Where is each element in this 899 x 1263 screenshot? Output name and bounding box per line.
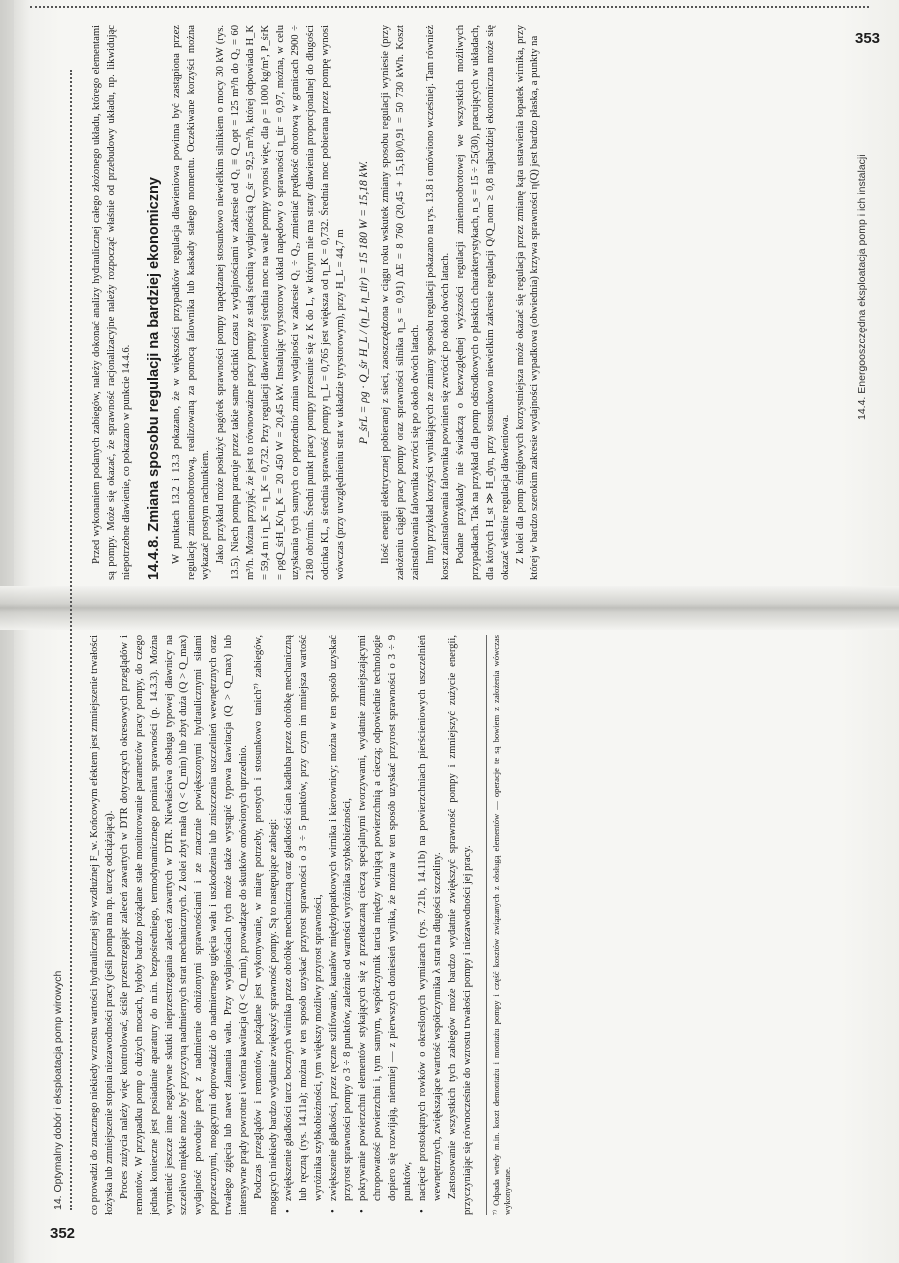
right-paragraph-3: Ilość energii elektrycznej pobieranej z sieci, zaoszczędzona w ciągu roku wskutek zmiany sposobu regulacji wyniesie (przy założeniu ciągłej pracy pompy oraz sprawności silnika η_s = 0,91) ΔE = 8 760 (20,45 + 15,18)/0,91 = 50 730 kWh. Koszt zainstalowania falownika zwróci się po około dwóch latach. [380, 25, 422, 580]
left-bullet-2: • zwiększenie gładkości, przez ręczne szlifowanie, kanałów międzyłopatkowych wirnika i kierownicy; można w ten sposób uzyskać przyrost sprawności pompy o 3 ÷ 8 punktów, zależnie od wartości wyróżnika szybkobieżności, [327, 635, 357, 1215]
section-heading: 14.4.8. Zmiana sposobu regulacji na bardziej ekonomiczny [145, 177, 162, 580]
right-paragraph-4: Inny przykład korzyści wynikających ze zmiany sposobu regulacji pokazano na rys. 13.8 i omówiono wcześniej. Tam również koszt zainstalowania falownika powinien się zwrócić po około dwóch latach. [425, 25, 452, 580]
top-dotted-rule [30, 6, 869, 8]
left-bullet-3: • pokrywanie powierzchni elementów stykających się z przetłaczaną cieczą specjalnymi tworzywami, wydatnie zmniejszającymi chropowatość powierzchni i, tym samym, współczynnik tarcia między wirującą powierzchnią a cieczą; odpowiednie technologie dopiero się rozwijają, niemniej — z pierwszych doniesień wynika, że można w ten sposób uzyskać przyrost sprawności o 3 ÷ 9 punktów, [356, 635, 416, 1215]
left-running-head: 14. Optymalny dobór i eksploatacja pomp wirowych [52, 970, 64, 1210]
right-page-number: 353 [855, 30, 881, 47]
left-bullet-list [282, 635, 446, 1215]
power-formula: P_śrL = ρg · Q_śr H_L / (η_L η_tir) = 15 180 W = 15,18 kW. [357, 160, 370, 445]
left-bullet-4: • nacięcie prostokątnych rowków o określonych wymiarach (rys. 7.21b, 14.11b) na powierzchniach pierścieniowych uszczelnień wewnętrznych, zwiększające wartość współczynnika λ strat na długości szczeliny. [416, 635, 446, 1215]
left-page-number: 352 [50, 1225, 76, 1242]
scan-edge-shadow [0, 0, 14, 1263]
right-running-head: 14.4. Energooszczędna eksploatacja pomp i ich instalacji [856, 154, 868, 420]
right-paragraph-6: Z kolei dla pomp śmigłowych korzystniejsza może okazać się regulacja przez zmianę kąta ustawienia łopatek wirnika, przy której w bardzo szerokim zakresie wydajności wypadkowa (obwiednia) krzywa sprawności η(Q) jest bardzo płaska, a punkty na [514, 25, 541, 580]
left-paragraph-1: co prowadzi do znacznego niekiedy wzrostu wartości hydraulicznej siły wzdłużnej F_w. Końcowym efektem jest zmniejszenie trwałości łożyska lub zmniejszenie stopnia niezawodności pracy (jeśli pompa ma np. tarczę odciążającą). [89, 634, 115, 1215]
right-page-body [90, 25, 850, 580]
right-intro-paragraph: Przed wykonaniem podanych zabiegów, należy dokonać analizy hydraulicznej całego złożonego układu, którego elementami są pompy. Może się okazać, że sprawność racjonalizacyjne należy rozpocząć właśnie od przebudowy układu, np. likwidując niepotrzebne dławienie, co pokazano w punkcie 14.4.6. [91, 25, 132, 580]
left-footnote: ⁷⁾ Odpada wtedy m.in. koszt demontażu i montażu pompy i część kosztów związanych z obsługą elementów — operacje te są bowiem z założenia wówczas wykonywane. [486, 635, 514, 1215]
left-bullet-1: • zwiększenie gładkości tarcz bocznych wirnika przez obróbkę mechaniczną oraz gładkości ścian kadłuba przez obróbkę mechaniczną lub ręczną (rys. 14.11a); można w ten sposób uzyskać przyrost sprawności o 3 ÷ 5 punktów, przy czym im mniejsza wartość wyróżnika szybkobieżności, tym większy możliwy przyrost sprawności, [282, 635, 327, 1215]
book-gutter [0, 586, 899, 630]
left-vertical-dotted-rule [70, 70, 88, 1210]
right-paragraph-5: Podane przykłady nie świadczą o bezwzględnej wyższości regulacji zmiennoobrotowej we wszystkich możliwych przypadkach. Tak na przykład dla pomp odśrodkowych o płaskich charakterystykach, n_s = 15 ÷ 25(30), pracujących w układach, dla których H_st ≫ H_dyn, przy stosunkowo niewielkim zakresie regulacji Q/Q_nom ≥ 0,8 najbardziej ekonomiczna może się okazać właśnie regulacja dławieniowa. [454, 25, 511, 580]
left-page-body [88, 635, 808, 1215]
left-closing-paragraph: Zastosowanie wszystkich tych zabiegów może bardzo wydatnie zwiększyć sprawność pompy i zmniejszyć zużycie energii, przyczyniając się równocześnie do wzrostu trwałości pompy i niezawodności jej pracy. [446, 635, 473, 1215]
right-paragraph-1: W punktach 13.2 i 13.3 pokazano, że w większości przypadków regulacja dławieniowa powinna być zastąpiona przez regulację zmiennoobrotową, realizowaną za pomocą falownika lub kaskady stałego momentu. Oczekiwane korzyści można wykazać prostym rachunkiem. [170, 25, 212, 580]
left-paragraph-2: Proces zużycia należy więc kontrolować, ściśle przestrzegając zaleceń zawartych w DTR dotyczących okresowych przeglądów i remontów. W przypadku pomp o dużych mocach, byłoby bardzo pożądane stałe monitorowanie parametrów pracy pompy, do czego jednak konieczne jest posiadanie aparatury do m.in. bezpośredniego, termodynamicznego pomiaru sprawności (p. 14.3.3). Można wymienić jeszcze inne negatywne skutki nieprzestrzegania zaleceń zawartych w DTR. Niewłaściwa obsługa typowej dławnicy na szczeliwo miękkie może być przyczyną nadmiernych strat mechanicznych. Z kolei zbyt mała (Q < Q_min) lub zbyt duża (Q > Q_max) wydajność powoduje pracę z nadmiernie obniżonymi sprawnościami i ze znacznie powiększonymi hydraulicznymi siłami poprzecznymi, mogącymi doprowadzić do nadmiernego ugięcia wału i uszkodzenia lub zniszczenia uszczelnień wewnętrznych oraz trwałego zgięcia lub nawet złamania wału. Przy wydajnościach tych może także wystąpić typowa kawitacja (Q > Q_max) lub intensywne prądy powrotne i wtórna kawitacja (Q < Q_min), prowadzące do skutków omówionych uprzednio. [118, 635, 250, 1215]
left-paragraph-3: Podczas przeglądów i remontów, pożądane jest wykonywanie, w miarę potrzeby, prostych i stosunkowo tanich⁷⁾ zabiegów, mogących niekiedy bardzo wydatnie zwiększyć sprawność pompy. Są to następujące zabiegi: [252, 635, 279, 1215]
right-paragraph-2: Jako przykład może posłużyć pagórek sprawności pompy napędzanej stosunkowo niewielkim silnikiem o mocy 30 kW (rys. 13.5). Niech pompa pracuje przez takie same odcinki czasu z wydajnościami w zakresie od Q₁ ≡ Q_opt = 125 m³/h do Q₂ = 60 m³/h. Można przyjąć, że jest to równoważne pracy pompy ze stałą średnią wydajnością Q_śr = 92,5 m³/h, której odpowiada H_K = 59,4 m i η_K = η_K = 0,732. Przy regulacji dławieniowej średnia moc na wale pompy wynosi więc, dla ρ = 1000 kg/m³, P_śrK = ρgQ_śrH_K/η_K = 20 450 W = 20,45 kW. Instalując tyrystorowy układ napędowy o sprawności η_tir = 0,97, można, w celu uzyskania tych samych co poprzednio zmian wydajności w zakresie Q₁ ÷ Q₂, zmieniać prędkość obrotową w granicach 2900 ÷ 2180 obr/min. Średni punkt pracy pompy przesunie się z K do L, w którym nie ma straty dławienia proporcjonalnej do długości odcinka KL, a średnia sprawność pompy η_L = 0,765 jest większa od η_K = 0,732. Średnia moc pobierana przez pompę wynosi wówczas (przy uwzględnieniu strat w układzie tyrystorowym), przy H_L = 44,7 m [215, 25, 346, 580]
